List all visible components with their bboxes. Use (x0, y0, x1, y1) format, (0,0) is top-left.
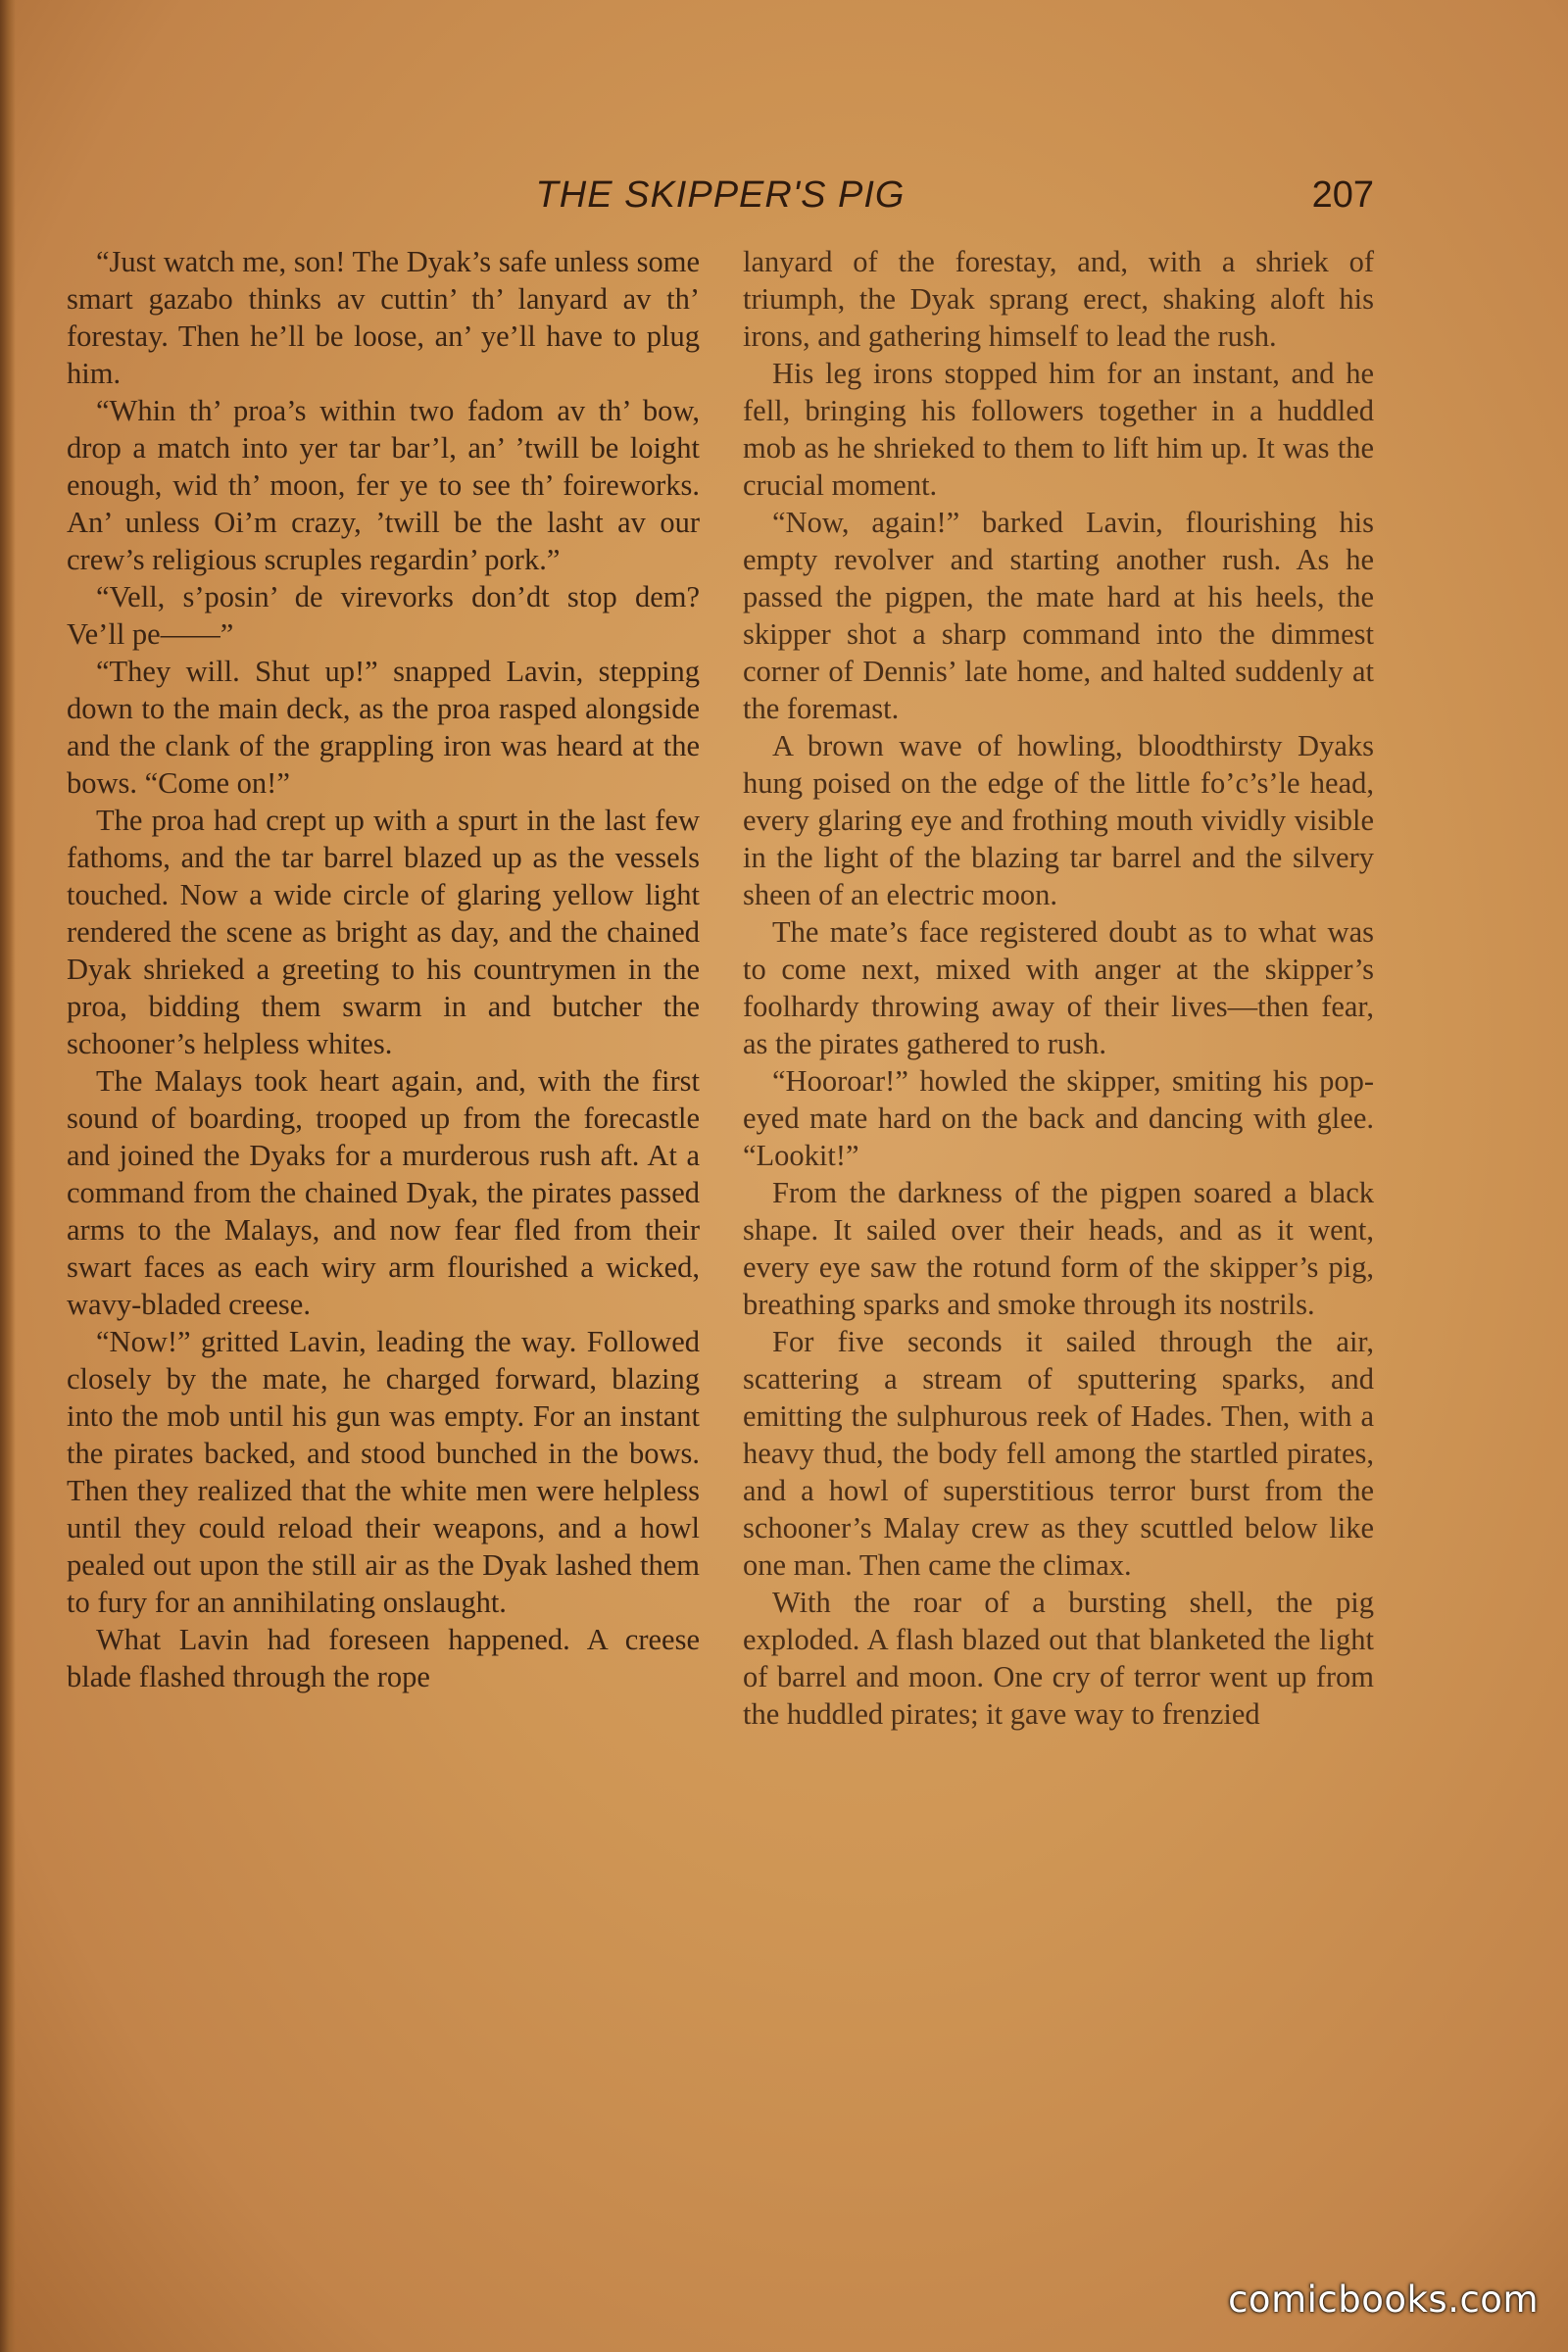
page-number: 207 (1311, 174, 1374, 216)
paragraph: “Just watch me, son! The Dyak’s safe unless some smart gazabo thinks av cuttin’ th’ lanyard av th’ forestay. Then he’ll be loose, an’ ye’ll have to plug him. (67, 245, 700, 390)
paragraph: What Lavin had foreseen happened. A creese blade flashed through the rope (67, 1623, 700, 1693)
paragraph: The mate’s face registered doubt as to what was to come next, mixed with anger at the skipper’s foolhardy throwing away of their lives—then fear, as the pirates gathered to rush. (743, 915, 1374, 1060)
paragraph: His leg irons stopped him for an instant, and he fell, bringing his followers together in a huddled mob as he shrieked to them to lift him up. It was the crucial moment. (743, 357, 1374, 502)
paragraph: “Now, again!” barked Lavin, flourishing his empty revolver and starting another rush. As he passed the pigpen, the mate hard at his heels, the skipper shot a sharp command into the dimmest corner of Dennis’ late home, and halted suddenly at the foremast. (743, 506, 1374, 725)
paragraph: “Now!” gritted Lavin, leading the way. Followed closely by the mate, he charged forward, blazing into the mob until his gun was empty. For an instant the pirates backed, and stood bunched in the bows. Then they realized that the white men were helpless until they could reload their weapons, and a howl pealed out upon the still air as the Dyak lashed them to fury for an annihilating onslaught. (67, 1325, 700, 1619)
paragraph: “Hooroar!” howled the skipper, smiting his pop-eyed mate hard on the back and dancing with glee. “Lookit!” (743, 1064, 1374, 1172)
paragraph: “Vell, s’posin’ de virevorks don’dt stop dem? Ve’ll pe——” (67, 580, 700, 651)
paragraph: With the roar of a bursting shell, the pig exploded. A flash blazed out that blanketed the light of barrel and moon. One cry of terror went up from the huddled pirates; it gave way to frenzied (743, 1586, 1374, 1731)
paragraph-continued: lanyard of the forestay, and, with a shriek of triumph, the Dyak sprang erect, shaking aloft his irons, and gathering himself to lead the rush. (743, 245, 1374, 353)
paragraph: “They will. Shut up!” snapped Lavin, stepping down to the main deck, as the proa rasped alongside and the clank of the grappling iron was heard at the bows. “Come on!” (67, 655, 700, 800)
paragraph: A brown wave of howling, bloodthirsty Dyaks hung poised on the edge of the little fo’c’s’le head, every glaring eye and frothing mouth vividly visible in the light of the blazing tar barrel and the silvery sheen of an electric moon. (743, 729, 1374, 911)
paragraph: “Whin th’ proa’s within two fadom av th’ bow, drop a match into yer tar bar’l, an’ ’twill be loight enough, wid th’ moon, fer ye to see th’ foireworks. An’ unless Oi’m crazy, ’twill be the lasht av our crew’s religious scruples regardin’ pork.” (67, 394, 700, 576)
paragraph: The Malays took heart again, and, with the first sound of boarding, trooped up from the forecastle and joined the Dyaks for a murderous rush aft. At a command from the chained Dyak, the pirates passed arms to the Malays, and now fear fled from their swart faces as each wiry arm flourished a wicked, wavy-bladed creese. (67, 1064, 700, 1321)
text-column-left (67, 243, 700, 1695)
site-watermark: comicbooks.com (1228, 2278, 1539, 2321)
running-title: THE SKIPPER'S PIG (535, 174, 906, 216)
text-column-right (743, 243, 1374, 1733)
paragraph: For five seconds it sailed through the air, scattering a stream of sputtering sparks, and emitting the sulphurous reek of Hades. Then, with a heavy thud, the body fell among the startled pirates, and a howl of superstitious terror burst from the schooner’s Malay crew as they scuttled below like one man. Then came the climax. (743, 1325, 1374, 1582)
paragraph: From the darkness of the pigpen soared a black shape. It sailed over their heads, and as it went, every eye saw the rotund form of the skipper’s pig, breathing sparks and smoke through its nostrils. (743, 1176, 1374, 1321)
page-binding-edge (0, 0, 16, 2352)
page-header (67, 174, 1374, 229)
paragraph: The proa had crept up with a spurt in the last few fathoms, and the tar barrel blazed up as the vessels touched. Now a wide circle of glaring yellow light rendered the scene as bright as day, and the chained Dyak shrieked a greeting to his countrymen in the proa, bidding them swarm in and butcher the schooner’s helpless whites. (67, 804, 700, 1060)
